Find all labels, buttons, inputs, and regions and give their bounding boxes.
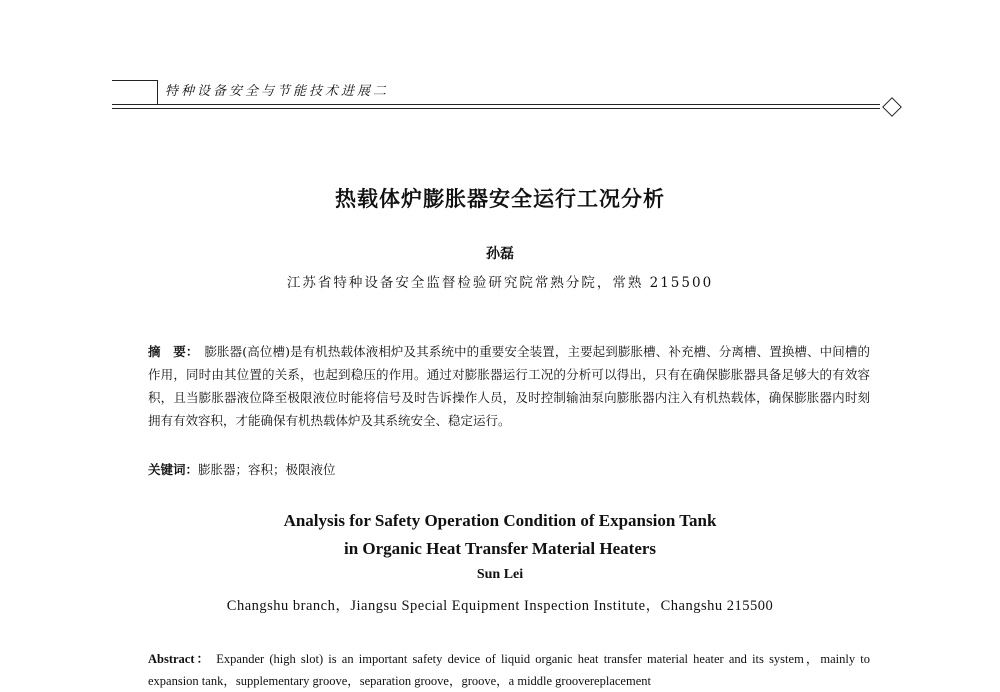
- header-rule-bottom: [112, 108, 880, 109]
- abstract-cn: [148, 340, 870, 432]
- keywords-cn-text: 膨胀器；容积；极限液位: [198, 462, 336, 477]
- keywords-cn-label: 关键词：: [148, 462, 199, 477]
- header-rule-top: [112, 104, 880, 105]
- abstract-en-text: Expander (high slot) is an important safety device of liquid organic heat transfer material heater and its system，mainly to expansion tank，supplementary groove，separation groove，groove，a middle groovereplacement: [148, 652, 870, 688]
- abstract-en: [148, 648, 870, 692]
- paper-title-en-line1: Analysis for Safety Operation Condition of Expansion Tank: [283, 511, 717, 530]
- affiliation-en: Changshu branch，Jiangsu Special Equipment Inspection Institute，Changshu 215500: [226, 598, 774, 614]
- abstract-cn-label: 摘 要：: [148, 344, 199, 359]
- keywords-cn: [148, 460, 870, 478]
- paper-title-en-line2: in Organic Heat Transfer Material Heaters: [343, 539, 657, 558]
- author-cn: 孙磊: [486, 246, 514, 262]
- header-bracket: [112, 80, 158, 104]
- paper-title-cn: 热载体炉膨胀器安全运行工况分析: [335, 187, 665, 211]
- running-title: 特种设备安全与节能技术进展二: [165, 84, 390, 99]
- affiliation-cn: 江苏省特种设备安全监督检验研究院常熟分院，常熟 215500: [286, 275, 714, 291]
- abstract-en-label: Abstract：: [148, 652, 212, 666]
- header-diamond-ornament: [882, 97, 902, 117]
- abstract-cn-text: 膨胀器(高位槽)是有机热载体液相炉及其系统中的重要安全装置，主要起到膨胀槽、补充槽、分离槽、置换槽、中间槽的作用，同时由其位置的关系，也起到稳压的作用。通过对膨胀器运行工况的分析可以得出，只有在确保膨胀器具备足够大的有效容积，且当膨胀器液位降至极限液位时能将信号及时告诉操作人员，及时控制输油泵向膨胀器内注入有机热载体，确保膨胀器内时刻拥有有效容积，才能确保有机热载体炉及其系统安全、稳定运行。: [148, 344, 870, 428]
- author-en: Sun Lei: [476, 567, 524, 582]
- paper-title-en: [0, 507, 1000, 563]
